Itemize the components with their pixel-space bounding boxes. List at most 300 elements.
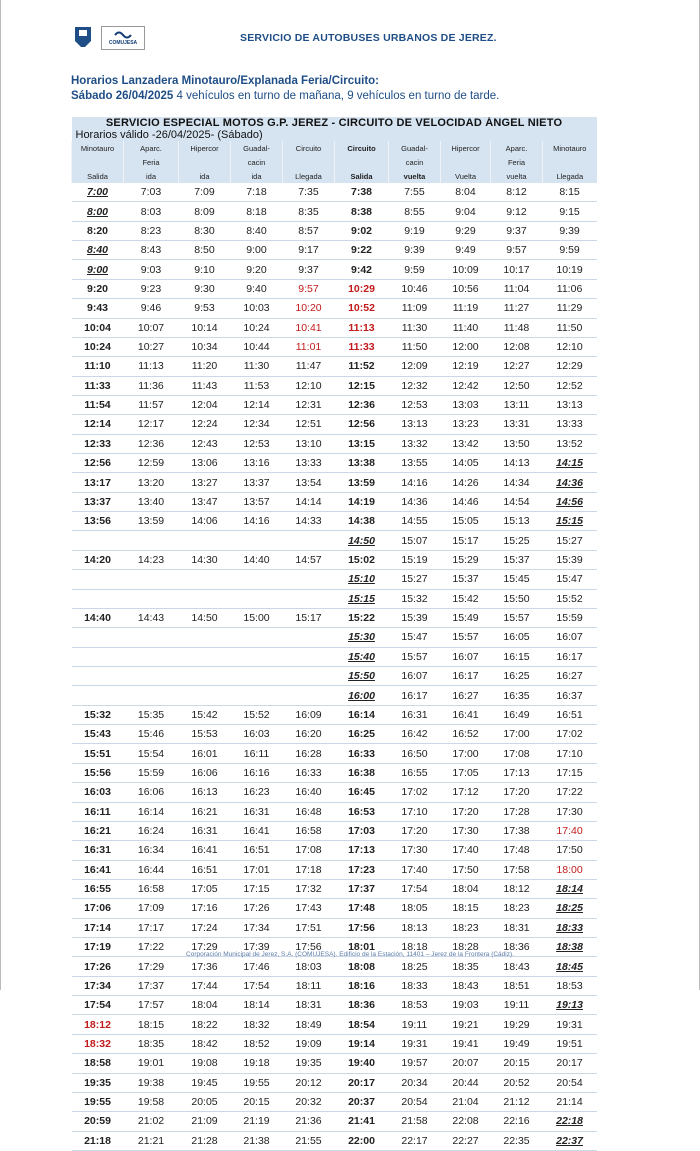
- time-cell: 15:59: [124, 763, 179, 782]
- time-cell: 17:43: [283, 899, 335, 918]
- time-cell: 16:24: [124, 821, 179, 840]
- time-cell: 12:24: [179, 415, 231, 434]
- time-cell: 14:46: [441, 492, 491, 511]
- time-cell: [72, 570, 124, 589]
- time-cell: 13:37: [72, 492, 124, 511]
- time-cell: 16:31: [389, 705, 441, 724]
- time-cell: 22:18: [543, 1112, 597, 1131]
- time-cell: 13:57: [231, 492, 283, 511]
- header-cell: Minotauro: [72, 141, 124, 155]
- time-cell: 11:01: [283, 337, 335, 356]
- time-cell: 17:57: [124, 996, 179, 1015]
- time-cell: 8:15: [543, 183, 597, 202]
- time-cell: 15:42: [441, 589, 491, 608]
- table-row: [72, 976, 597, 995]
- time-cell: 15:57: [441, 628, 491, 647]
- time-cell: 12:43: [179, 434, 231, 453]
- time-cell: 12:36: [335, 395, 389, 414]
- footer: Corporación Municipal de Jerez, S.A. (COMUJESA). Edificio de la Estación, 11401 – Jerez de la Frontera (Cádiz).: [186, 951, 514, 958]
- header-cell: Llegada: [283, 169, 335, 183]
- time-cell: 15:39: [389, 608, 441, 627]
- table-row: [72, 512, 597, 531]
- table-row: [72, 1073, 597, 1092]
- time-cell: 8:55: [389, 202, 441, 221]
- time-cell: 15:13: [491, 512, 543, 531]
- time-cell: [283, 589, 335, 608]
- time-cell: 14:05: [441, 454, 491, 473]
- time-cell: [283, 570, 335, 589]
- time-cell: 16:41: [72, 860, 124, 879]
- time-cell: 20:07: [441, 1054, 491, 1073]
- time-cell: 16:55: [389, 763, 441, 782]
- time-cell: 14:36: [543, 473, 597, 492]
- time-cell: 14:23: [124, 550, 179, 569]
- time-cell: 19:31: [543, 1015, 597, 1034]
- time-cell: 9:20: [72, 279, 124, 298]
- time-cell: 15:37: [441, 570, 491, 589]
- time-cell: 11:54: [72, 395, 124, 414]
- header-cell: Vuelta: [441, 169, 491, 183]
- time-cell: 12:15: [335, 376, 389, 395]
- time-cell: 13:56: [72, 512, 124, 531]
- time-cell: 18:31: [491, 918, 543, 937]
- time-cell: 18:51: [491, 976, 543, 995]
- time-cell: 11:04: [491, 279, 543, 298]
- time-cell: 15:43: [72, 725, 124, 744]
- header-cell: Salida: [335, 169, 389, 183]
- time-cell: 22:35: [491, 1131, 543, 1150]
- time-cell: 16:53: [335, 802, 389, 821]
- time-cell: 7:18: [231, 183, 283, 202]
- time-cell: 16:41: [231, 821, 283, 840]
- time-cell: 17:06: [72, 899, 124, 918]
- time-cell: 22:27: [441, 1131, 491, 1150]
- time-cell: 15:27: [543, 531, 597, 550]
- time-cell: 9:02: [335, 221, 389, 240]
- time-cell: 14:19: [335, 492, 389, 511]
- time-cell: 17:29: [124, 957, 179, 976]
- time-cell: 12:31: [283, 395, 335, 414]
- time-cell: 17:40: [543, 821, 597, 840]
- time-cell: 12:29: [543, 357, 597, 376]
- time-cell: [231, 589, 283, 608]
- time-cell: 11:50: [543, 318, 597, 337]
- time-cell: [124, 628, 179, 647]
- time-cell: 11:09: [389, 299, 441, 318]
- time-cell: 16:20: [283, 725, 335, 744]
- table-row: [72, 821, 597, 840]
- time-cell: 16:40: [283, 783, 335, 802]
- time-cell: 16:21: [179, 802, 231, 821]
- time-cell: 12:04: [179, 395, 231, 414]
- time-cell: 15:47: [543, 570, 597, 589]
- time-cell: 16:15: [491, 647, 543, 666]
- time-cell: 16:07: [441, 647, 491, 666]
- table-row: [72, 608, 597, 627]
- time-cell: 18:31: [283, 996, 335, 1015]
- time-cell: 17:46: [231, 957, 283, 976]
- time-cell: 11:30: [389, 318, 441, 337]
- time-cell: 17:30: [543, 802, 597, 821]
- time-cell: 16:37: [543, 686, 597, 705]
- time-cell: 14:57: [283, 550, 335, 569]
- time-cell: 17:01: [231, 860, 283, 879]
- time-cell: 14:36: [389, 492, 441, 511]
- time-cell: 22:16: [491, 1112, 543, 1131]
- time-cell: 17:36: [179, 957, 231, 976]
- header-cell: Feria: [491, 155, 543, 169]
- table-row: [72, 666, 597, 685]
- time-cell: 15:15: [543, 512, 597, 531]
- time-cell: [283, 686, 335, 705]
- time-cell: 8:20: [72, 221, 124, 240]
- time-cell: 16:52: [441, 725, 491, 744]
- time-cell: 11:30: [231, 357, 283, 376]
- time-cell: 18:00: [543, 860, 597, 879]
- time-cell: 15:52: [231, 705, 283, 724]
- time-cell: 15:05: [441, 512, 491, 531]
- time-cell: 17:20: [441, 802, 491, 821]
- time-cell: 7:00: [72, 183, 124, 202]
- time-cell: [231, 666, 283, 685]
- time-cell: 10:07: [124, 318, 179, 337]
- time-cell: 8:35: [283, 202, 335, 221]
- time-cell: 16:14: [335, 705, 389, 724]
- time-cell: 16:23: [231, 783, 283, 802]
- time-cell: 10:34: [179, 337, 231, 356]
- time-cell: [124, 531, 179, 550]
- header-cell: ida: [124, 169, 179, 183]
- time-cell: 12:08: [491, 337, 543, 356]
- time-cell: 17:40: [389, 860, 441, 879]
- time-cell: 20:44: [441, 1073, 491, 1092]
- time-cell: 12:33: [72, 434, 124, 453]
- table-row: [72, 337, 597, 356]
- timetable: [71, 117, 597, 1151]
- time-cell: [179, 531, 231, 550]
- time-cell: 15:17: [283, 608, 335, 627]
- time-cell: 13:16: [231, 454, 283, 473]
- time-cell: 11:33: [335, 337, 389, 356]
- time-cell: 17:51: [283, 918, 335, 937]
- time-cell: 20:34: [389, 1073, 441, 1092]
- time-cell: 19:31: [389, 1034, 441, 1053]
- time-cell: 19:58: [124, 1092, 179, 1111]
- time-cell: 17:44: [179, 976, 231, 995]
- time-cell: 17:26: [72, 957, 124, 976]
- time-cell: 15:50: [335, 666, 389, 685]
- time-cell: 16:31: [231, 802, 283, 821]
- header-cell: [179, 155, 231, 169]
- time-cell: 14:16: [389, 473, 441, 492]
- time-cell: 16:51: [231, 841, 283, 860]
- time-cell: 13:13: [543, 395, 597, 414]
- table-row: [72, 647, 597, 666]
- time-cell: 21:41: [335, 1112, 389, 1131]
- time-cell: 17:15: [543, 763, 597, 782]
- table-row: [72, 279, 597, 298]
- time-cell: 12:50: [491, 376, 543, 395]
- time-cell: 15:32: [72, 705, 124, 724]
- time-cell: 15:40: [335, 647, 389, 666]
- time-cell: 19:11: [491, 996, 543, 1015]
- time-cell: 17:48: [335, 899, 389, 918]
- table-row: [72, 531, 597, 550]
- time-cell: 17:15: [231, 879, 283, 898]
- header-cell: [543, 155, 597, 169]
- table-row: [72, 725, 597, 744]
- time-cell: 21:38: [231, 1131, 283, 1150]
- time-cell: 11:53: [231, 376, 283, 395]
- time-cell: 15:59: [543, 608, 597, 627]
- time-cell: 12:00: [441, 337, 491, 356]
- header-cell: cacin: [389, 155, 441, 169]
- time-cell: 19:14: [335, 1034, 389, 1053]
- time-cell: 14:40: [231, 550, 283, 569]
- timetable-banner: SERVICIO ESPECIAL MOTOS G.P. JEREZ - CIRCUITO DE VELOCIDAD ÁNGEL NIETO: [72, 117, 597, 129]
- time-cell: 11:13: [124, 357, 179, 376]
- time-cell: 16:07: [543, 628, 597, 647]
- time-cell: 16:05: [491, 628, 543, 647]
- time-cell: 15:02: [335, 550, 389, 569]
- time-cell: 22:00: [335, 1131, 389, 1150]
- time-cell: [231, 647, 283, 666]
- time-cell: 8:04: [441, 183, 491, 202]
- time-cell: [283, 628, 335, 647]
- timetable-validity: Horarios válido -26/04/2025- (Sábado): [72, 129, 597, 141]
- time-cell: 10:17: [491, 260, 543, 279]
- time-cell: 19:57: [389, 1054, 441, 1073]
- table-row: [72, 183, 597, 202]
- time-cell: 18:15: [124, 1015, 179, 1034]
- time-cell: [124, 647, 179, 666]
- time-cell: 19:08: [179, 1054, 231, 1073]
- time-cell: 13:10: [283, 434, 335, 453]
- time-cell: 9:37: [283, 260, 335, 279]
- table-row: [72, 299, 597, 318]
- time-cell: 11:50: [389, 337, 441, 356]
- time-cell: 16:33: [335, 744, 389, 763]
- time-cell: 14:26: [441, 473, 491, 492]
- time-cell: 17:32: [283, 879, 335, 898]
- time-cell: 9:57: [283, 279, 335, 298]
- header-cell: cacin: [231, 155, 283, 169]
- time-cell: 14:16: [231, 512, 283, 531]
- time-cell: 7:55: [389, 183, 441, 202]
- time-cell: 19:18: [231, 1054, 283, 1073]
- time-cell: 18:38: [543, 938, 597, 957]
- time-cell: 17:39: [231, 938, 283, 957]
- time-cell: [179, 647, 231, 666]
- time-cell: 16:06: [179, 763, 231, 782]
- time-cell: 15:17: [441, 531, 491, 550]
- time-cell: 17:02: [543, 725, 597, 744]
- table-row: [72, 763, 597, 782]
- time-cell: 17:28: [491, 802, 543, 821]
- time-cell: 9:39: [389, 241, 441, 260]
- time-cell: [124, 686, 179, 705]
- time-cell: 16:48: [283, 802, 335, 821]
- time-cell: 11:20: [179, 357, 231, 376]
- time-cell: 14:56: [543, 492, 597, 511]
- time-cell: 17:37: [335, 879, 389, 898]
- time-cell: 9:04: [441, 202, 491, 221]
- time-cell: 19:35: [283, 1054, 335, 1073]
- time-cell: 18:36: [491, 938, 543, 957]
- table-row: [72, 860, 597, 879]
- time-cell: [124, 589, 179, 608]
- time-cell: 9:49: [441, 241, 491, 260]
- time-cell: 9:19: [389, 221, 441, 240]
- time-cell: 15:15: [335, 589, 389, 608]
- time-cell: [231, 531, 283, 550]
- time-cell: 14:43: [124, 608, 179, 627]
- time-cell: 16:27: [543, 666, 597, 685]
- time-cell: 11:10: [72, 357, 124, 376]
- time-cell: 17:22: [124, 938, 179, 957]
- time-cell: 13:11: [491, 395, 543, 414]
- time-cell: 19:51: [543, 1034, 597, 1053]
- time-cell: 9:57: [491, 241, 543, 260]
- time-cell: 13:33: [283, 454, 335, 473]
- time-cell: [72, 628, 124, 647]
- header-cell: Minotauro: [543, 141, 597, 155]
- time-cell: 15:42: [179, 705, 231, 724]
- time-cell: 16:51: [179, 860, 231, 879]
- time-cell: 18:25: [543, 899, 597, 918]
- time-cell: 16:49: [491, 705, 543, 724]
- time-cell: 14:34: [491, 473, 543, 492]
- time-cell: 17:14: [72, 918, 124, 937]
- time-cell: 10:29: [335, 279, 389, 298]
- time-cell: 17:37: [124, 976, 179, 995]
- comujesa-logo: [101, 26, 145, 50]
- time-cell: 12:34: [231, 415, 283, 434]
- header-cell: Hipercor: [441, 141, 491, 155]
- time-cell: [72, 647, 124, 666]
- time-cell: 18:14: [543, 879, 597, 898]
- header-cell: [335, 155, 389, 169]
- time-cell: 18:33: [543, 918, 597, 937]
- time-cell: 8:40: [72, 241, 124, 260]
- time-cell: 13:47: [179, 492, 231, 511]
- table-row: [72, 1112, 597, 1131]
- time-cell: 17:17: [124, 918, 179, 937]
- time-cell: 11:48: [491, 318, 543, 337]
- time-cell: [179, 628, 231, 647]
- time-cell: 13:03: [441, 395, 491, 414]
- time-cell: 18:54: [335, 1015, 389, 1034]
- time-cell: 16:21: [72, 821, 124, 840]
- time-cell: 15:50: [491, 589, 543, 608]
- time-cell: 13:32: [389, 434, 441, 453]
- time-cell: 17:03: [335, 821, 389, 840]
- time-cell: 11:52: [335, 357, 389, 376]
- time-cell: 16:17: [389, 686, 441, 705]
- time-cell: 8:03: [124, 202, 179, 221]
- time-cell: 13:31: [491, 415, 543, 434]
- time-cell: 17:50: [543, 841, 597, 860]
- table-row: [72, 918, 597, 937]
- time-cell: 16:51: [543, 705, 597, 724]
- time-cell: 9:46: [124, 299, 179, 318]
- time-cell: 10:56: [441, 279, 491, 298]
- time-cell: 18:03: [283, 957, 335, 976]
- time-cell: 12:52: [543, 376, 597, 395]
- time-cell: 17:50: [441, 860, 491, 879]
- time-cell: 21:02: [124, 1112, 179, 1131]
- time-cell: 20:17: [543, 1054, 597, 1073]
- time-cell: 17:58: [491, 860, 543, 879]
- time-cell: 14:20: [72, 550, 124, 569]
- time-cell: 18:32: [231, 1015, 283, 1034]
- time-cell: 16:38: [335, 763, 389, 782]
- table-row: [72, 473, 597, 492]
- table-row: [72, 1034, 597, 1053]
- time-cell: 17:34: [72, 976, 124, 995]
- time-cell: 9:43: [72, 299, 124, 318]
- time-cell: 20:59: [72, 1112, 124, 1131]
- time-cell: 18:08: [335, 957, 389, 976]
- time-cell: 9:59: [389, 260, 441, 279]
- time-cell: 13:52: [543, 434, 597, 453]
- time-cell: 13:59: [335, 473, 389, 492]
- time-cell: [283, 666, 335, 685]
- time-cell: [283, 647, 335, 666]
- time-cell: 18:13: [389, 918, 441, 937]
- time-cell: 19:01: [124, 1054, 179, 1073]
- time-cell: 16:34: [124, 841, 179, 860]
- jerez-shield-logo: [73, 25, 93, 51]
- time-cell: 15:07: [389, 531, 441, 550]
- time-cell: 12:59: [124, 454, 179, 473]
- time-cell: 17:00: [441, 744, 491, 763]
- time-cell: 20:15: [231, 1092, 283, 1111]
- header-cell: Hipercor: [179, 141, 231, 155]
- time-cell: 16:09: [283, 705, 335, 724]
- time-cell: 17:05: [179, 879, 231, 898]
- time-cell: 20:52: [491, 1073, 543, 1092]
- time-cell: 17:40: [441, 841, 491, 860]
- time-cell: 16:41: [441, 705, 491, 724]
- table-row: [72, 570, 597, 589]
- time-cell: 22:08: [441, 1112, 491, 1131]
- time-cell: 16:33: [283, 763, 335, 782]
- comujesa-logo-text: COMUJESA: [108, 40, 138, 46]
- time-cell: 15:56: [72, 763, 124, 782]
- time-cell: 21:55: [283, 1131, 335, 1150]
- header-cell: Circuito: [335, 141, 389, 155]
- time-cell: 14:40: [72, 608, 124, 627]
- time-cell: 12:09: [389, 357, 441, 376]
- header-cell: Aparc.: [124, 141, 179, 155]
- time-cell: 17:12: [441, 783, 491, 802]
- time-cell: 18:53: [389, 996, 441, 1015]
- time-cell: [231, 570, 283, 589]
- time-cell: 14:33: [283, 512, 335, 531]
- time-cell: 13:55: [389, 454, 441, 473]
- time-cell: 19:41: [441, 1034, 491, 1053]
- time-cell: 19:55: [72, 1092, 124, 1111]
- time-cell: 9:29: [441, 221, 491, 240]
- time-cell: 14:30: [179, 550, 231, 569]
- time-cell: 8:09: [179, 202, 231, 221]
- time-cell: 17:29: [179, 938, 231, 957]
- time-cell: 8:38: [335, 202, 389, 221]
- table-row: [72, 996, 597, 1015]
- time-cell: 17:02: [389, 783, 441, 802]
- time-cell: 16:07: [389, 666, 441, 685]
